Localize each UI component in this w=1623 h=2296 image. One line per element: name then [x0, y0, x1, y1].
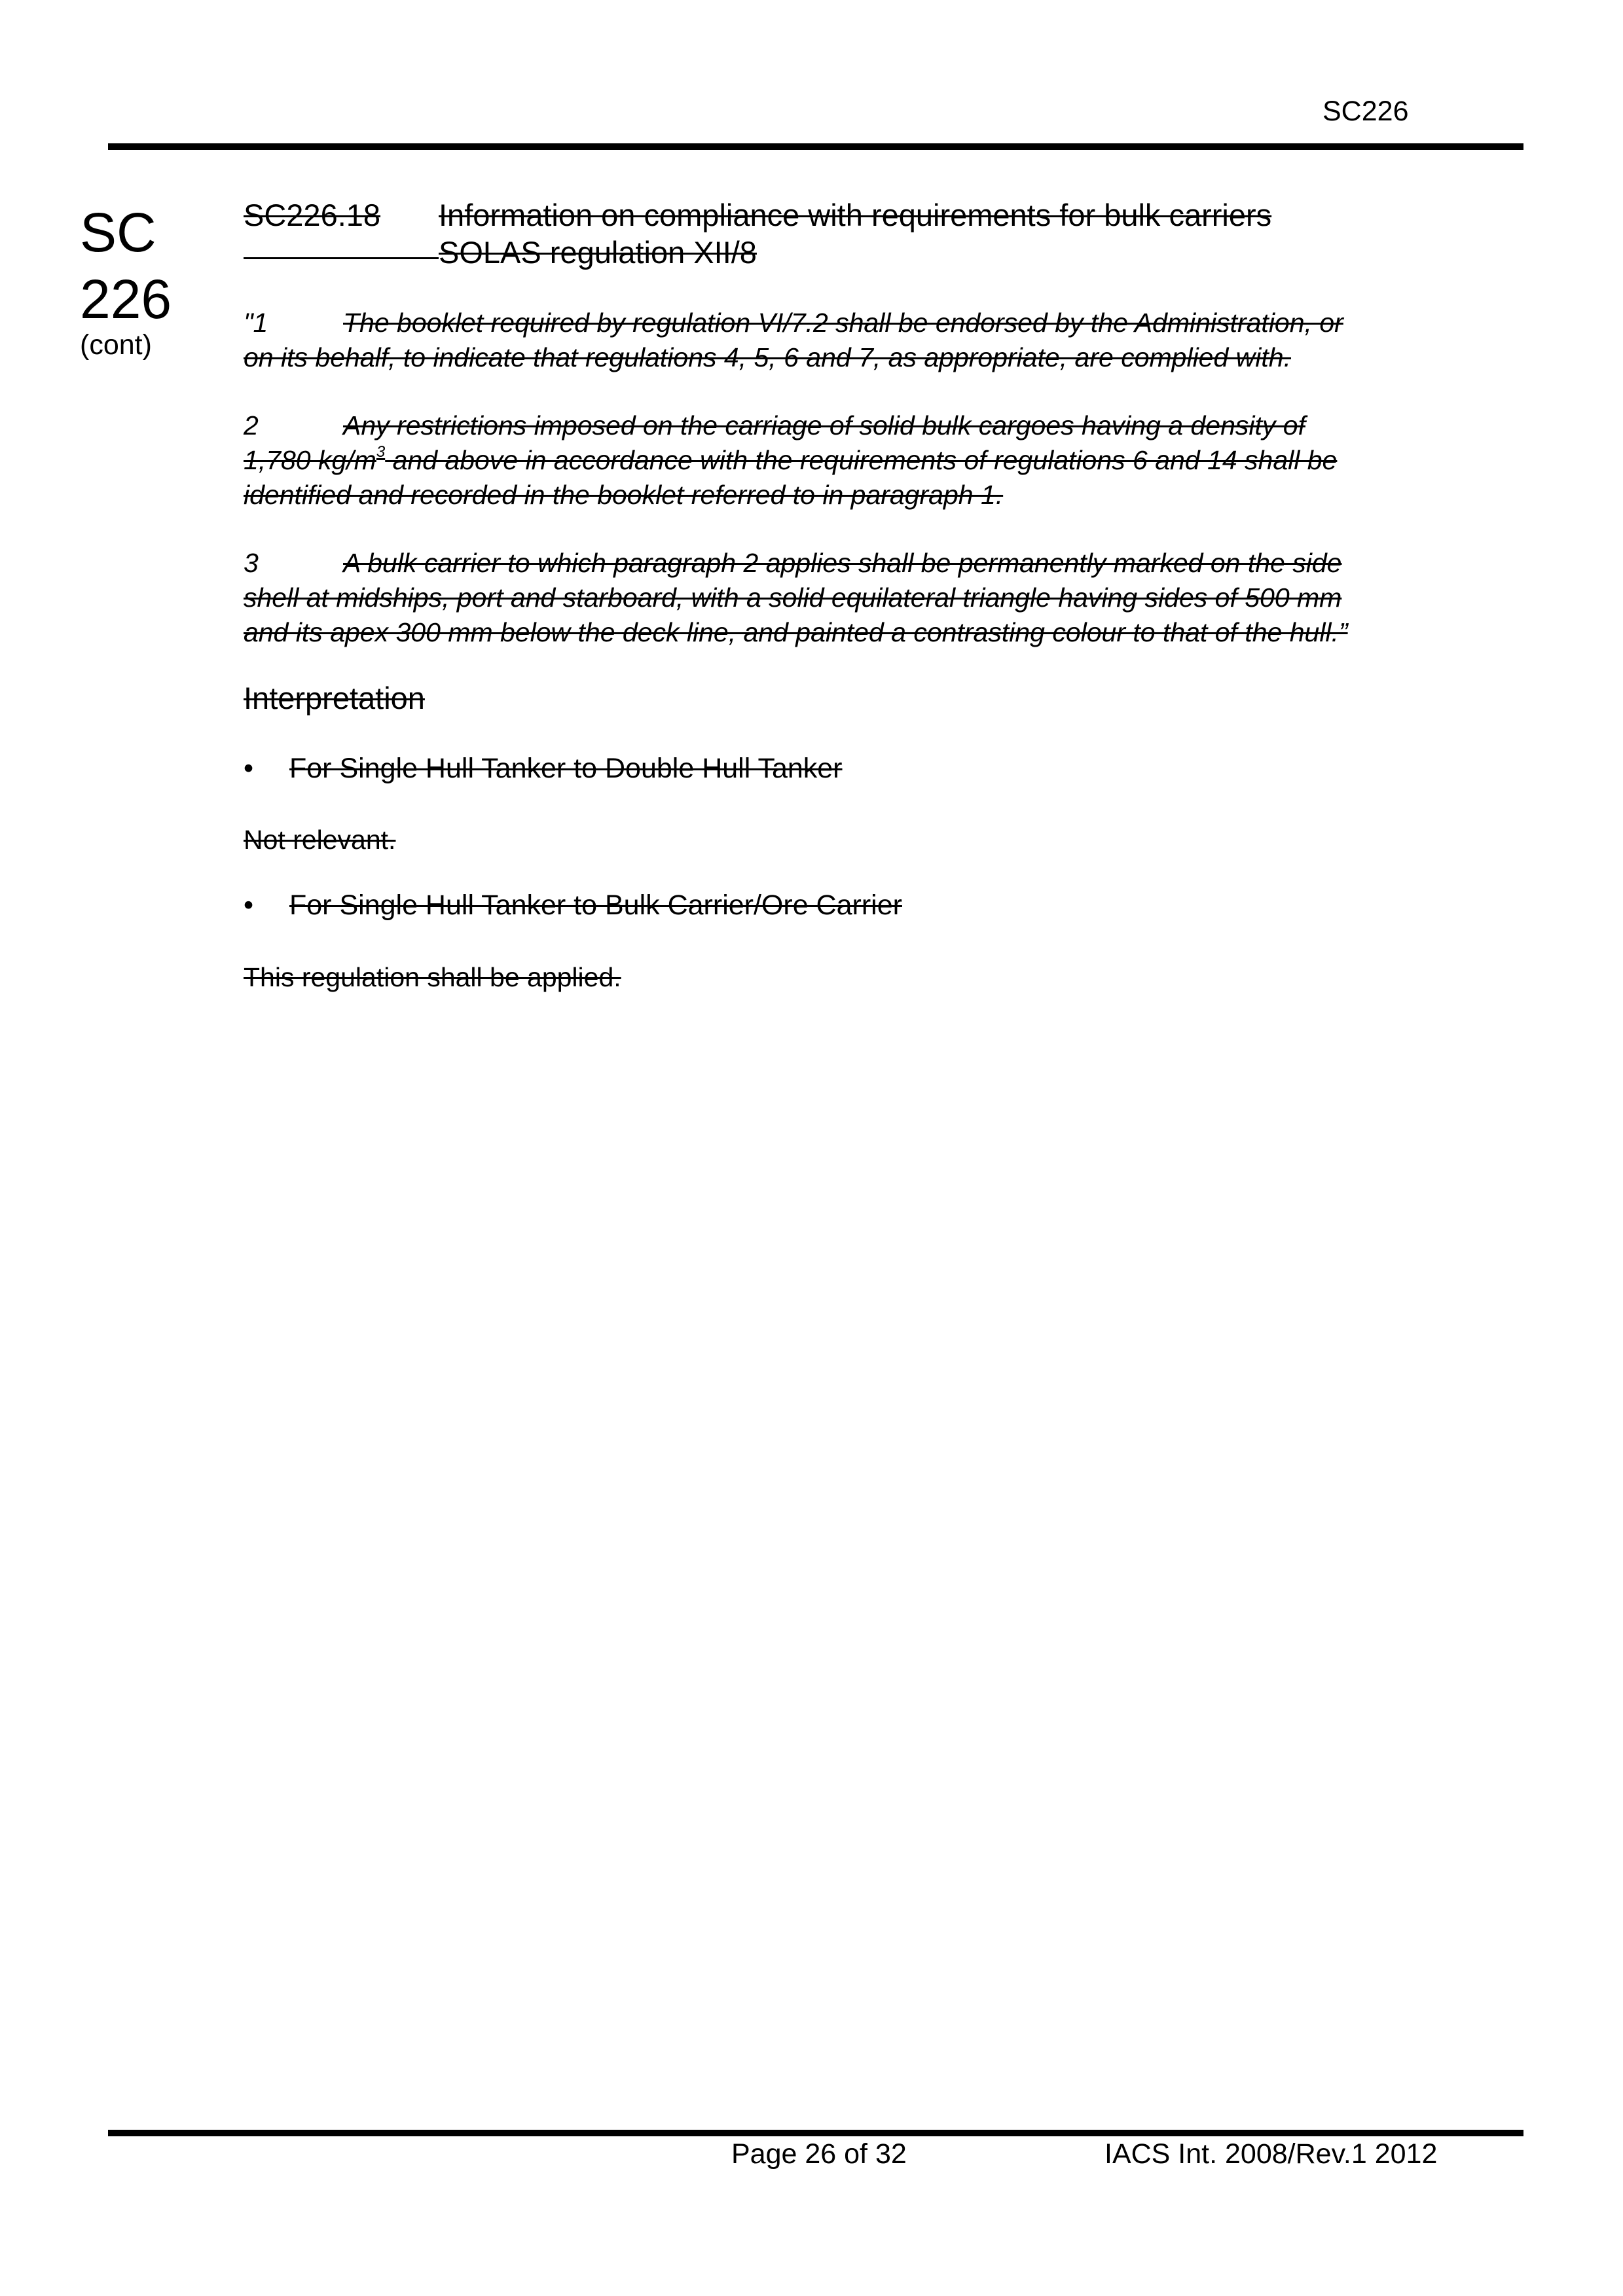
bullet-dot-icon: • — [244, 753, 254, 784]
paragraph-1-text: The booklet required by regulation VI/7.2 shall be endorsed by the Administration, or — [343, 308, 1343, 338]
margin-tag-cont: (cont) — [80, 329, 152, 361]
paragraph-3-number: 3 — [244, 548, 259, 578]
margin-tag-sc: SC — [80, 202, 156, 263]
section-number: SC226.18 — [244, 198, 381, 232]
bullet-dot-icon: • — [244, 889, 254, 921]
footer-rule — [108, 2130, 1523, 2136]
paragraph-2-line-1 — [244, 408, 1474, 443]
paragraph-1-line-2: on its behalf, to indicate that regulations 4, 5, 6 and 7, as appropriate, are complied with. — [244, 342, 1291, 372]
bullet-item-2-text: For Single Hull Tanker to Bulk Carrier/Ore Carrier — [289, 889, 902, 921]
paragraph-1-number: "1 — [244, 308, 268, 338]
paragraph-3-text: A bulk carrier to which paragraph 2 applies shall be permanently marked on the side — [343, 548, 1342, 578]
bullet-item-1 — [244, 755, 843, 783]
paragraph-2-line-3: identified and recorded in the booklet referred to in paragraph 1. — [244, 480, 1004, 510]
bullet-item-2-note: This regulation shall be applied. — [244, 962, 621, 992]
footer-reference: IACS Int. 2008/Rev.1 2012 — [1104, 2138, 1438, 2170]
section-title-line2: SOLAS regulation XII/8 — [439, 235, 757, 270]
paragraph-2-superscript: 3 — [376, 443, 386, 461]
header-code: SC226 — [1322, 96, 1409, 127]
bullet-item-1-note: Not relevant. — [244, 825, 396, 855]
bullet-item-1-text: For Single Hull Tanker to Double Hull Tanker — [289, 753, 843, 784]
paragraph-3-line-2: shell at midships, port and starboard, with a solid equilateral triangle having sides of 500 mm — [244, 583, 1342, 613]
paragraph-2-density-rest: and above in accordance with the requirements of regulations 6 and 14 shall be — [385, 445, 1338, 475]
footer-page-number: Page 26 of 32 — [731, 2138, 907, 2170]
paragraph-3-line-1 — [244, 546, 1474, 581]
paragraph-3-line-3: and its apex 300 mm below the deck line, and painted a contrasting colour to that of the hull.” — [244, 617, 1348, 647]
paragraph-2-line-2 — [244, 443, 1474, 478]
margin-tag-number: 226 — [80, 268, 172, 330]
section-title-line1: Information on compliance with requirements for bulk carriers — [439, 198, 1272, 232]
paragraph-2-density: 1,780 kg/m — [244, 445, 376, 475]
section-title-indent-line — [244, 257, 439, 259]
paragraph-2-number: 2 — [244, 410, 259, 440]
header-rule — [108, 143, 1523, 150]
paragraph-2-text: Any restrictions imposed on the carriage of solid bulk cargoes having a density of — [343, 410, 1305, 440]
bullet-item-2 — [244, 891, 902, 920]
interpretation-heading: Interpretation — [244, 681, 425, 715]
paragraph-1-line-1 — [244, 306, 1474, 340]
